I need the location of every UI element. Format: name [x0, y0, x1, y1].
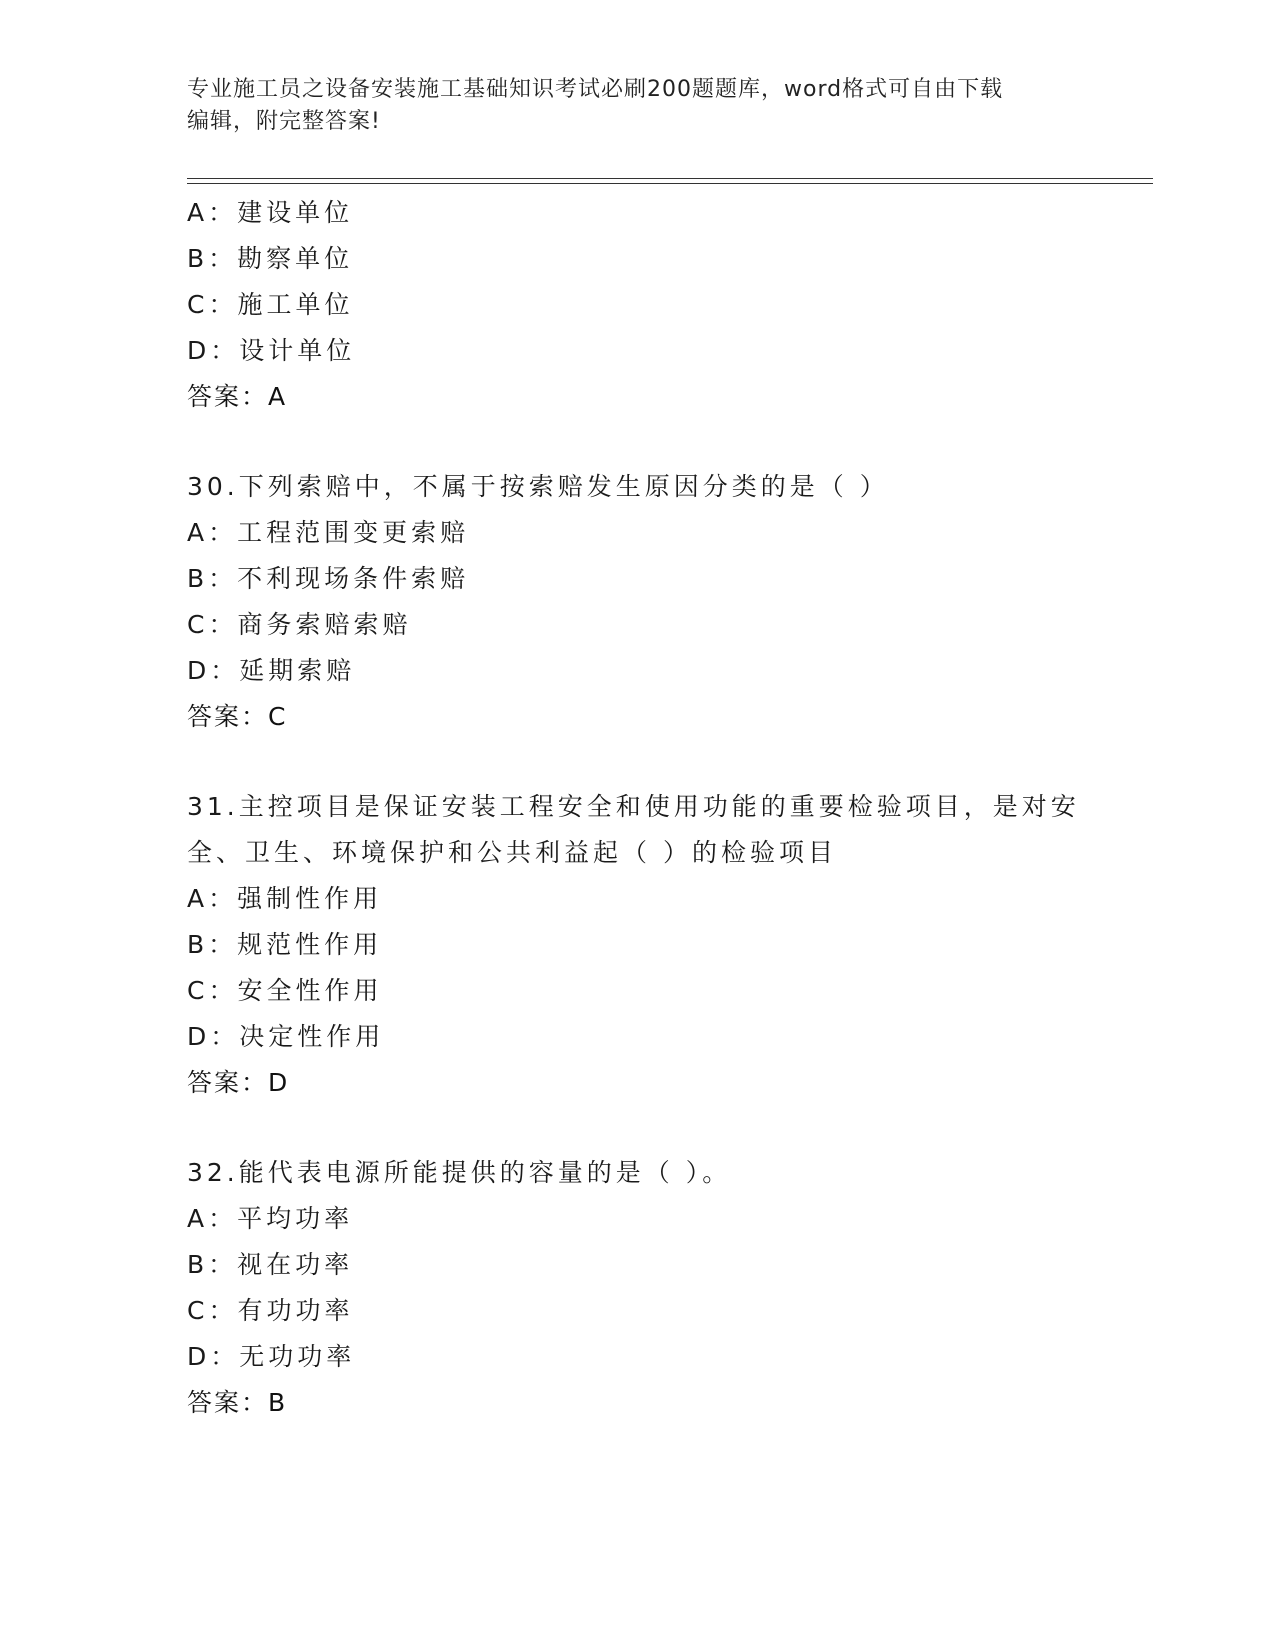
question-31 [187, 784, 1153, 1106]
option-d: D：无功功率 [187, 1342, 356, 1371]
question-30 [187, 464, 1153, 740]
question-stem: 30.下列索赔中，不属于按索赔发生原因分类的是（ ） [187, 472, 889, 501]
question-stem-line-1: 31.主控项目是保证安装工程安全和使用功能的重要检验项目，是对安 [187, 792, 1080, 821]
option-a: A：强制性作用 [187, 884, 383, 913]
option-a: A：建设单位 [187, 198, 354, 227]
document-header [187, 74, 1087, 138]
option-d: D：设计单位 [187, 336, 356, 365]
header-divider-top [187, 178, 1153, 179]
option-c: C：商务索赔索赔 [187, 610, 412, 639]
question-32 [187, 1150, 1153, 1426]
option-a: A：工程范围变更索赔 [187, 518, 470, 547]
option-b: B：不利现场条件索赔 [187, 564, 470, 593]
answer-line: 答案：D [187, 1068, 290, 1097]
option-b: B：视在功率 [187, 1250, 354, 1279]
question-stem-line-2: 全、卫生、环境保护和公共利益起（ ）的检验项目 [187, 838, 837, 867]
answer-line: 答案：C [187, 702, 288, 731]
question-stem: 32.能代表电源所能提供的容量的是（ ）。 [187, 1158, 732, 1187]
option-d: D：延期索赔 [187, 656, 356, 685]
option-b: B：规范性作用 [187, 930, 383, 959]
option-c: C：有功功率 [187, 1296, 354, 1325]
question-list [187, 190, 1153, 1470]
answer-line: 答案：A [187, 382, 288, 411]
option-d: D：决定性作用 [187, 1022, 385, 1051]
option-c: C：施工单位 [187, 290, 354, 319]
question-29-tail [187, 190, 1153, 420]
answer-line: 答案：B [187, 1388, 288, 1417]
option-a: A：平均功率 [187, 1204, 354, 1233]
header-line-2: 编辑，附完整答案! [187, 109, 381, 134]
header-divider-bottom [187, 183, 1153, 184]
header-line-1: 专业施工员之设备安装施工基础知识考试必刷200题题库，word格式可自由下载 [187, 77, 1004, 102]
option-b: B：勘察单位 [187, 244, 354, 273]
option-c: C：安全性作用 [187, 976, 383, 1005]
